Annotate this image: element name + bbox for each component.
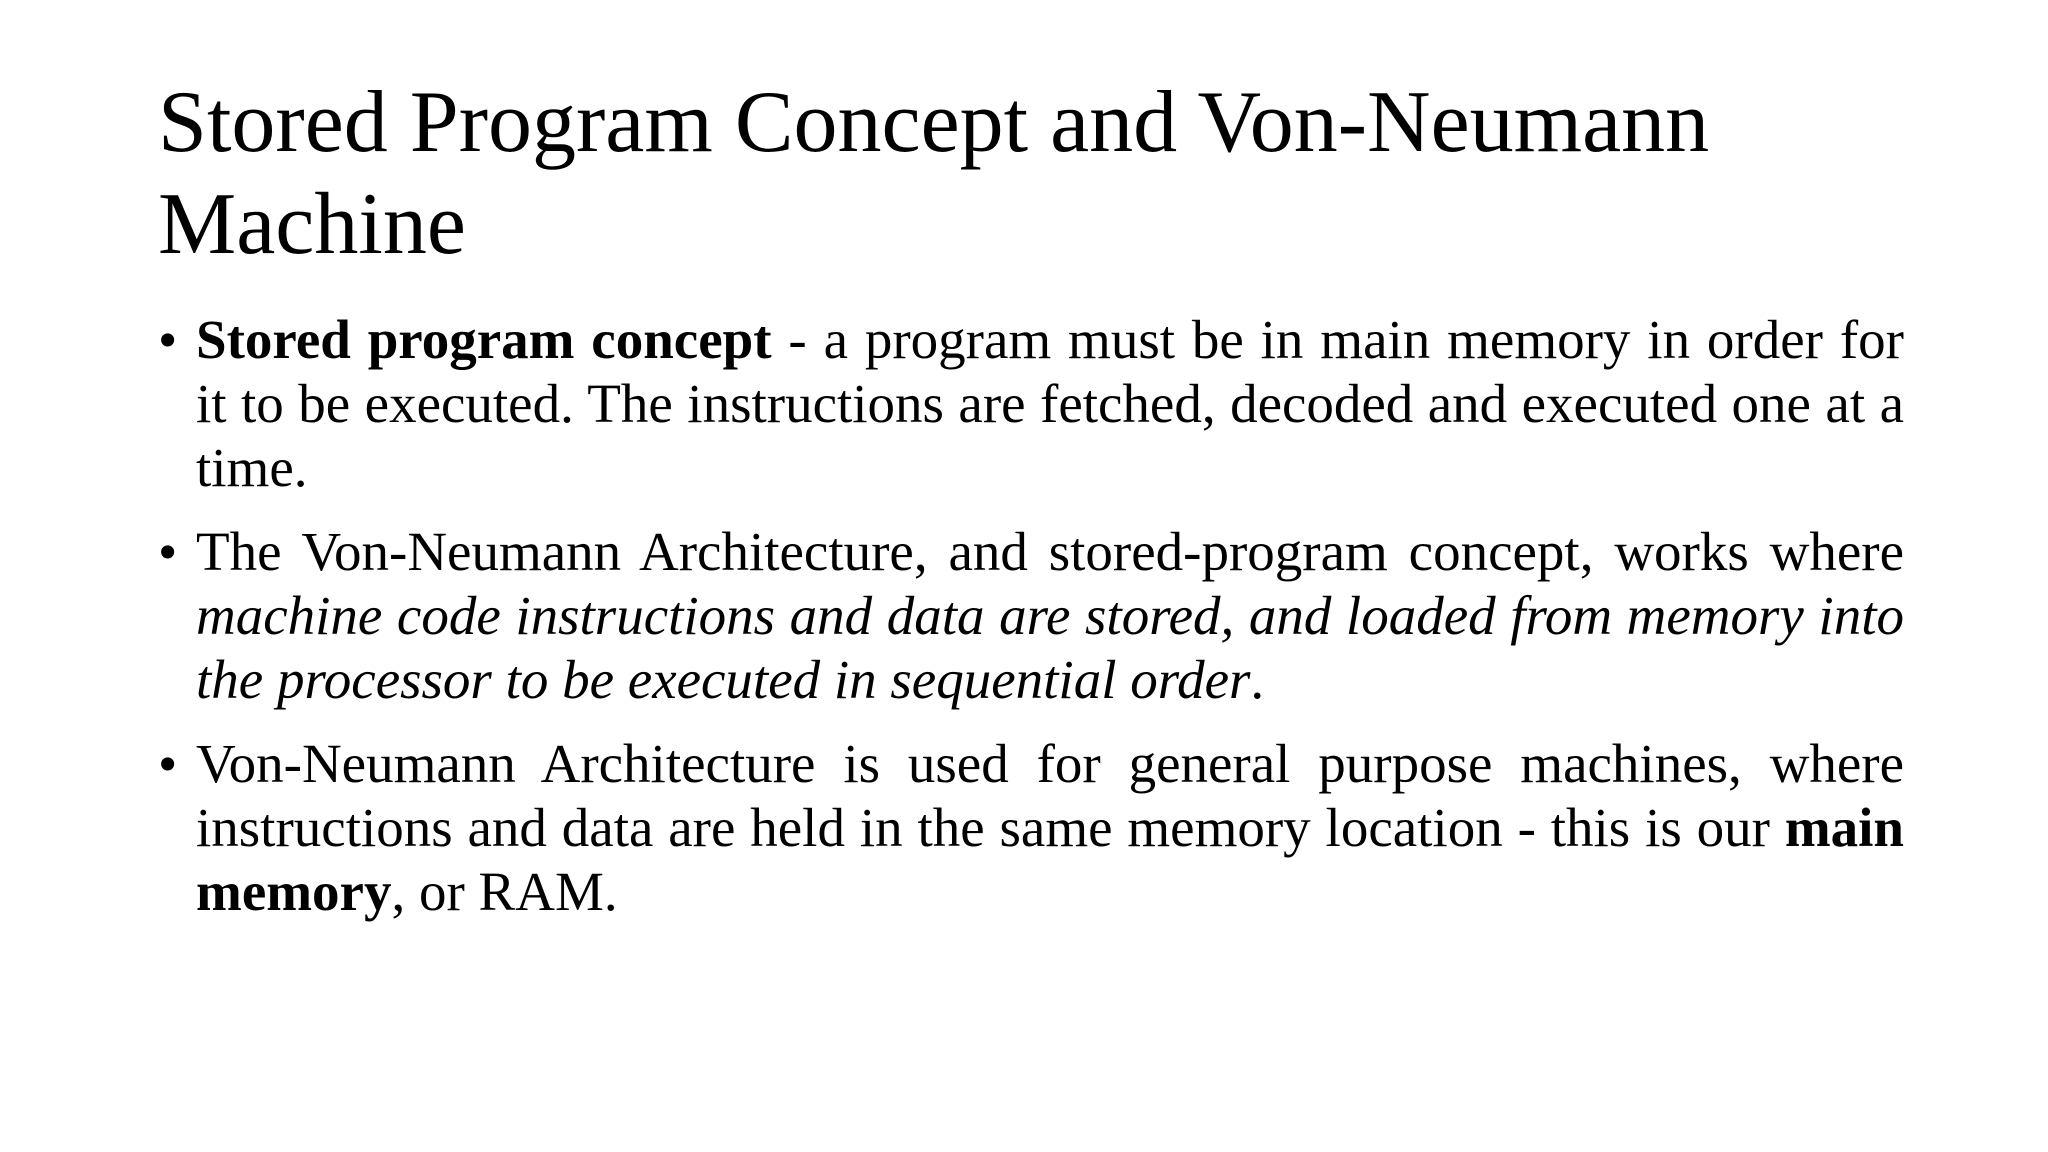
bullet-2-tail: . [1250, 649, 1265, 710]
bullet-1-text: - a program must be in main memory in order for it to be executed. The instructions are fetched, decoded and executed one at a time. [196, 309, 1904, 498]
bullet-3-tail: , or RAM. [391, 861, 618, 922]
slide-title: Stored Program Concept and Von-Neumann Machine [158, 74, 1710, 273]
bullet-3-lead: Von-Neumann Architecture is used for general purpose machines, where instructions and data are held in the same memory location - this is our [196, 733, 1904, 858]
bullet-2-lead: The Von-Neumann Architecture, and stored-program concept, works where [196, 521, 1904, 582]
bullet-1-term: Stored program concept [196, 309, 772, 370]
bullet-general-purpose-machines [158, 732, 1904, 924]
bullet-3-term: main memory [196, 797, 1904, 922]
bullet-list [158, 308, 1904, 944]
bullet-2-emphasis: machine code instructions and data are stored, and loaded from memory into the processor to be executed in sequential order [196, 585, 1904, 710]
bullet-stored-program-concept [158, 308, 1904, 500]
bullet-von-neumann-architecture [158, 520, 1904, 712]
